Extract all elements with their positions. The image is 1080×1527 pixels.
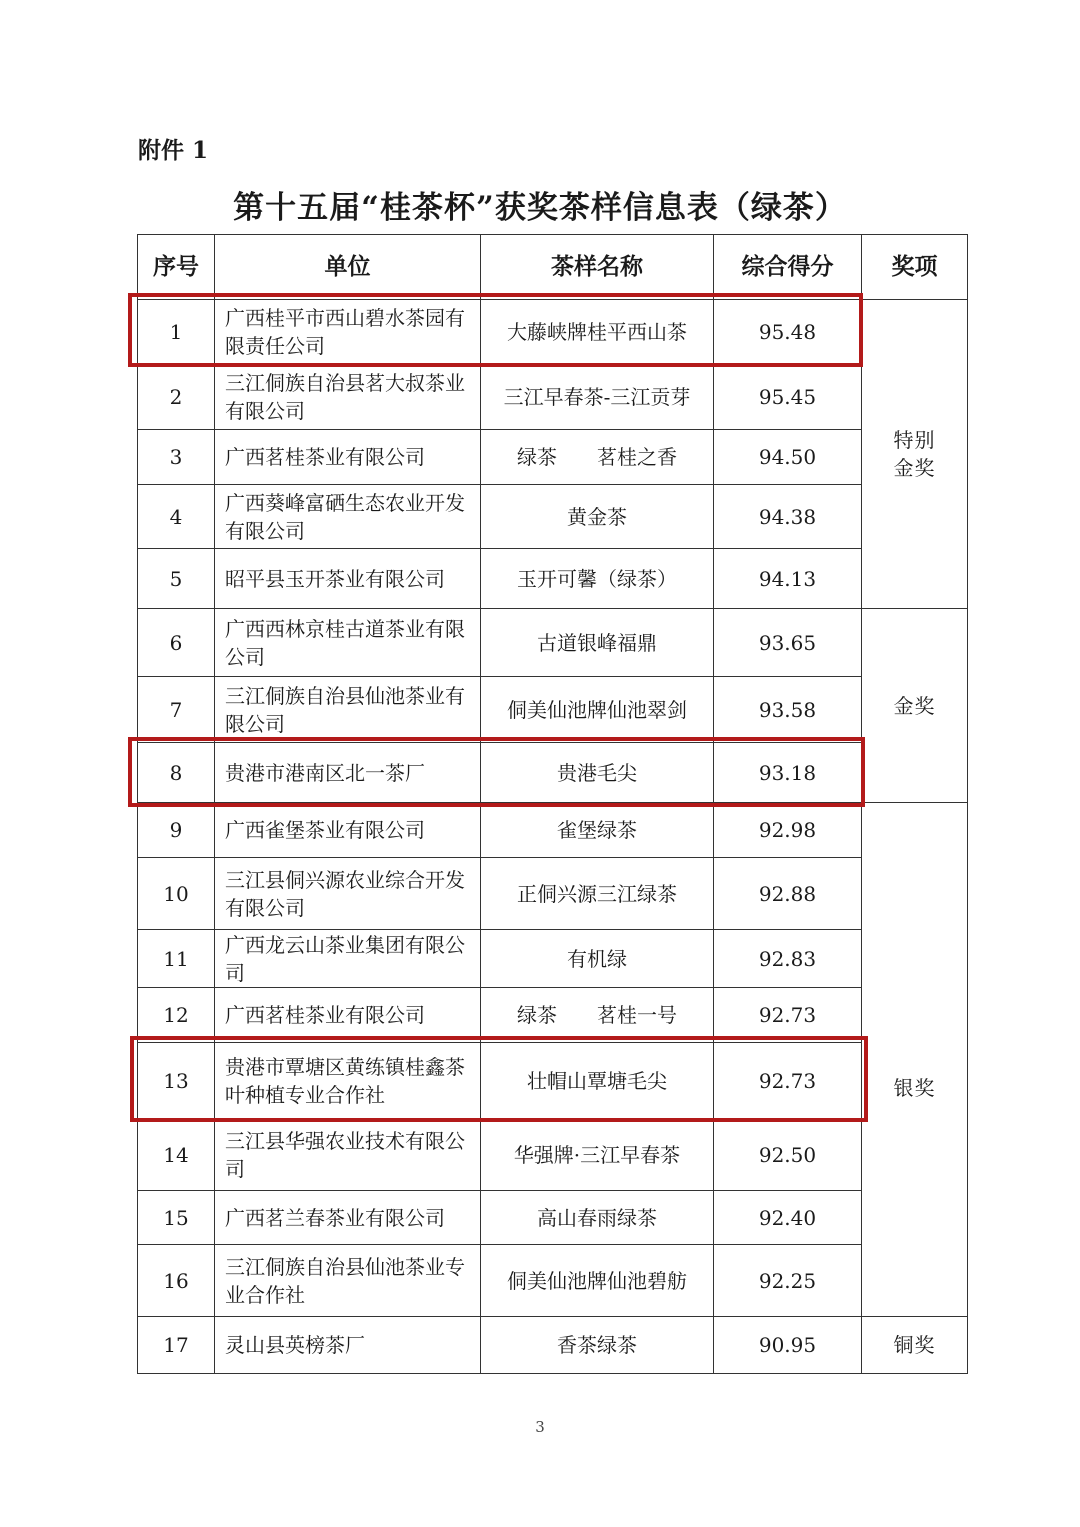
row-number: 14 bbox=[138, 1119, 215, 1191]
row-number: 13 bbox=[138, 1043, 215, 1119]
page-number: 3 bbox=[535, 1418, 545, 1436]
row-sample: 黄金茶 bbox=[481, 485, 714, 549]
row-unit: 广西龙云山茶业集团有限公司 bbox=[215, 930, 481, 988]
page-title: 第十五届“桂茶杯”获奖茶样信息表（绿茶） bbox=[233, 190, 847, 226]
table-row bbox=[138, 930, 968, 988]
row-sample: 壮帽山覃塘毛尖 bbox=[481, 1043, 714, 1119]
award-silver: 银奖 bbox=[862, 803, 968, 1317]
table-row bbox=[138, 1119, 968, 1191]
row-score: 92.40 bbox=[714, 1191, 862, 1245]
row-number: 12 bbox=[138, 988, 215, 1043]
row-score: 93.58 bbox=[714, 677, 862, 743]
row-unit: 三江侗族自治县仙池茶业有限公司 bbox=[215, 677, 481, 743]
row-number: 6 bbox=[138, 609, 215, 677]
header-unit: 单位 bbox=[215, 235, 481, 300]
attachment-label: 附件 1 bbox=[138, 137, 209, 164]
row-sample: 古道银峰福鼎 bbox=[481, 609, 714, 677]
row-unit: 昭平县玉开茶业有限公司 bbox=[215, 549, 481, 609]
header-sample: 茶样名称 bbox=[481, 235, 714, 300]
row-number: 17 bbox=[138, 1317, 215, 1374]
row-unit: 三江县华强农业技术有限公司 bbox=[215, 1119, 481, 1191]
row-score: 93.18 bbox=[714, 743, 862, 803]
row-unit: 广西桂平市西山碧水茶园有限责任公司 bbox=[215, 300, 481, 365]
row-score: 94.50 bbox=[714, 430, 862, 485]
header-score: 综合得分 bbox=[714, 235, 862, 300]
row-score: 92.73 bbox=[714, 1043, 862, 1119]
row-sample: 高山春雨绿茶 bbox=[481, 1191, 714, 1245]
row-score: 92.98 bbox=[714, 803, 862, 858]
header-row bbox=[138, 235, 968, 300]
table-row bbox=[138, 988, 968, 1043]
table-row bbox=[138, 365, 968, 430]
row-number: 10 bbox=[138, 858, 215, 930]
row-number: 3 bbox=[138, 430, 215, 485]
row-unit: 贵港市港南区北一茶厂 bbox=[215, 743, 481, 803]
row-unit: 广西西林京桂古道茶业有限公司 bbox=[215, 609, 481, 677]
row-sample: 三江早春茶-三江贡芽 bbox=[481, 365, 714, 430]
row-sample: 绿茶 茗桂之香 bbox=[481, 430, 714, 485]
row-unit: 广西雀堡茶业有限公司 bbox=[215, 803, 481, 858]
award-table bbox=[137, 234, 968, 1374]
row-number: 5 bbox=[138, 549, 215, 609]
row-sample: 雀堡绿茶 bbox=[481, 803, 714, 858]
row-number: 1 bbox=[138, 300, 215, 365]
row-number: 11 bbox=[138, 930, 215, 988]
row-unit: 广西茗桂茶业有限公司 bbox=[215, 430, 481, 485]
award-label: 特别金奖 bbox=[893, 428, 936, 480]
row-sample: 玉开可馨（绿茶） bbox=[481, 549, 714, 609]
row-sample: 侗美仙池牌仙池翠剑 bbox=[481, 677, 714, 743]
row-sample: 正侗兴源三江绿茶 bbox=[481, 858, 714, 930]
row-unit: 广西茗兰春茶业有限公司 bbox=[215, 1191, 481, 1245]
table-row bbox=[138, 1043, 968, 1119]
header-no: 序号 bbox=[138, 235, 215, 300]
row-score: 94.13 bbox=[714, 549, 862, 609]
row-number: 8 bbox=[138, 743, 215, 803]
row-number: 16 bbox=[138, 1245, 215, 1317]
row-unit: 三江侗族自治县茗大叔茶业有限公司 bbox=[215, 365, 481, 430]
row-sample: 贵港毛尖 bbox=[481, 743, 714, 803]
row-sample: 绿茶 茗桂一号 bbox=[481, 988, 714, 1043]
row-score: 92.25 bbox=[714, 1245, 862, 1317]
row-score: 90.95 bbox=[714, 1317, 862, 1374]
table-row bbox=[138, 1245, 968, 1317]
row-sample: 侗美仙池牌仙池碧舫 bbox=[481, 1245, 714, 1317]
row-number: 15 bbox=[138, 1191, 215, 1245]
row-score: 93.65 bbox=[714, 609, 862, 677]
row-unit: 三江侗族自治县仙池茶业专业合作社 bbox=[215, 1245, 481, 1317]
row-sample: 大藤峡牌桂平西山茶 bbox=[481, 300, 714, 365]
award-special-gold bbox=[862, 300, 968, 609]
row-score: 94.38 bbox=[714, 485, 862, 549]
row-sample: 华强牌·三江早春茶 bbox=[481, 1119, 714, 1191]
table-row bbox=[138, 858, 968, 930]
row-unit: 广西葵峰富硒生态农业开发有限公司 bbox=[215, 485, 481, 549]
table-row bbox=[138, 1191, 968, 1245]
row-score: 95.48 bbox=[714, 300, 862, 365]
table-row bbox=[138, 609, 968, 677]
table-row bbox=[138, 677, 968, 743]
row-score: 92.83 bbox=[714, 930, 862, 988]
table-row bbox=[138, 743, 968, 803]
table-row bbox=[138, 485, 968, 549]
header-award: 奖项 bbox=[862, 235, 968, 300]
award-bronze: 铜奖 bbox=[862, 1317, 968, 1374]
table-row bbox=[138, 549, 968, 609]
row-score: 92.88 bbox=[714, 858, 862, 930]
row-sample: 有机绿 bbox=[481, 930, 714, 988]
table-row bbox=[138, 803, 968, 858]
row-unit: 广西茗桂茶业有限公司 bbox=[215, 988, 481, 1043]
row-number: 4 bbox=[138, 485, 215, 549]
table-row bbox=[138, 430, 968, 485]
row-unit: 贵港市覃塘区黄练镇桂鑫茶叶种植专业合作社 bbox=[215, 1043, 481, 1119]
row-score: 92.50 bbox=[714, 1119, 862, 1191]
table-row bbox=[138, 300, 968, 365]
row-score: 92.73 bbox=[714, 988, 862, 1043]
row-sample: 香茶绿茶 bbox=[481, 1317, 714, 1374]
row-unit: 三江县侗兴源农业综合开发有限公司 bbox=[215, 858, 481, 930]
row-score: 95.45 bbox=[714, 365, 862, 430]
row-number: 7 bbox=[138, 677, 215, 743]
award-gold: 金奖 bbox=[862, 609, 968, 803]
table-row bbox=[138, 1317, 968, 1374]
row-number: 2 bbox=[138, 365, 215, 430]
row-number: 9 bbox=[138, 803, 215, 858]
row-unit: 灵山县英榜茶厂 bbox=[215, 1317, 481, 1374]
